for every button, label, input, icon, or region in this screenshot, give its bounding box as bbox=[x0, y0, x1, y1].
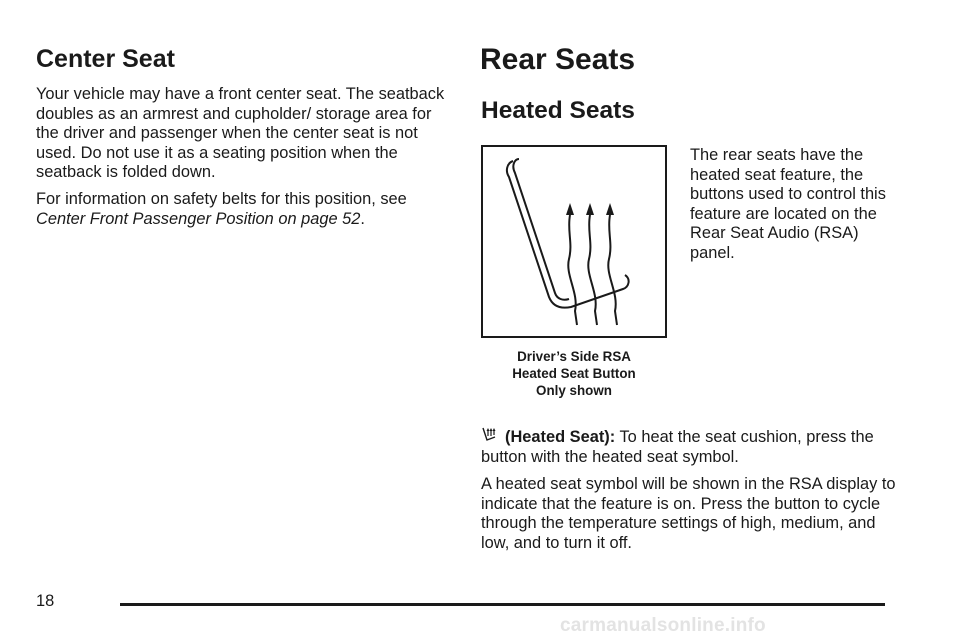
cross-reference-link[interactable]: Center Front Passenger Position on page 52 bbox=[36, 209, 361, 228]
heated-seat-figure bbox=[481, 145, 667, 338]
caption-line: Driver’s Side RSA bbox=[517, 349, 631, 364]
center-seat-paragraph: Your vehicle may have a front center seat. The seatback doubles as an armrest and cupholder/ storage area for the driver and passenger when the center seat is not used. Do not use it as a seating position when the seatback is folded down. bbox=[36, 85, 445, 181]
heated-seat-icon bbox=[481, 426, 497, 444]
rear-seats-intro: The rear seats have the heated seat feature, the buttons used to control this feature are located on the Rear Seat Audio (RSA) panel. bbox=[690, 146, 886, 262]
center-seat-heading: Center Seat bbox=[36, 45, 175, 73]
heated-seat-icon bbox=[483, 147, 669, 340]
figure-caption bbox=[481, 348, 667, 399]
heated-seats-heading: Heated Seats bbox=[481, 97, 635, 124]
paragraph-end: . bbox=[360, 209, 365, 228]
watermark: carmanualsonline.info bbox=[560, 615, 766, 636]
paragraph-text: For information on safety belts for this position, see bbox=[36, 190, 407, 208]
caption-line: Heated Seat Button bbox=[512, 366, 636, 381]
heated-seat-paragraph bbox=[481, 426, 901, 467]
safety-belt-paragraph bbox=[36, 190, 446, 229]
rear-seats-heading: Rear Seats bbox=[480, 43, 636, 76]
heated-seat-symbol-paragraph: A heated seat symbol will be shown in the RSA display to indicate that the feature is on. Press the button to cycle through the temperature settings of high, medium, and low, and to turn it off. bbox=[481, 475, 896, 552]
caption-line: Only shown bbox=[536, 383, 612, 398]
heated-seat-text: To heat the seat cushion, press the button with the heated seat symbol. bbox=[481, 428, 874, 466]
page-number: 18 bbox=[36, 592, 55, 610]
footer-rule bbox=[120, 603, 885, 606]
heated-seat-label: (Heated Seat): bbox=[505, 428, 616, 446]
